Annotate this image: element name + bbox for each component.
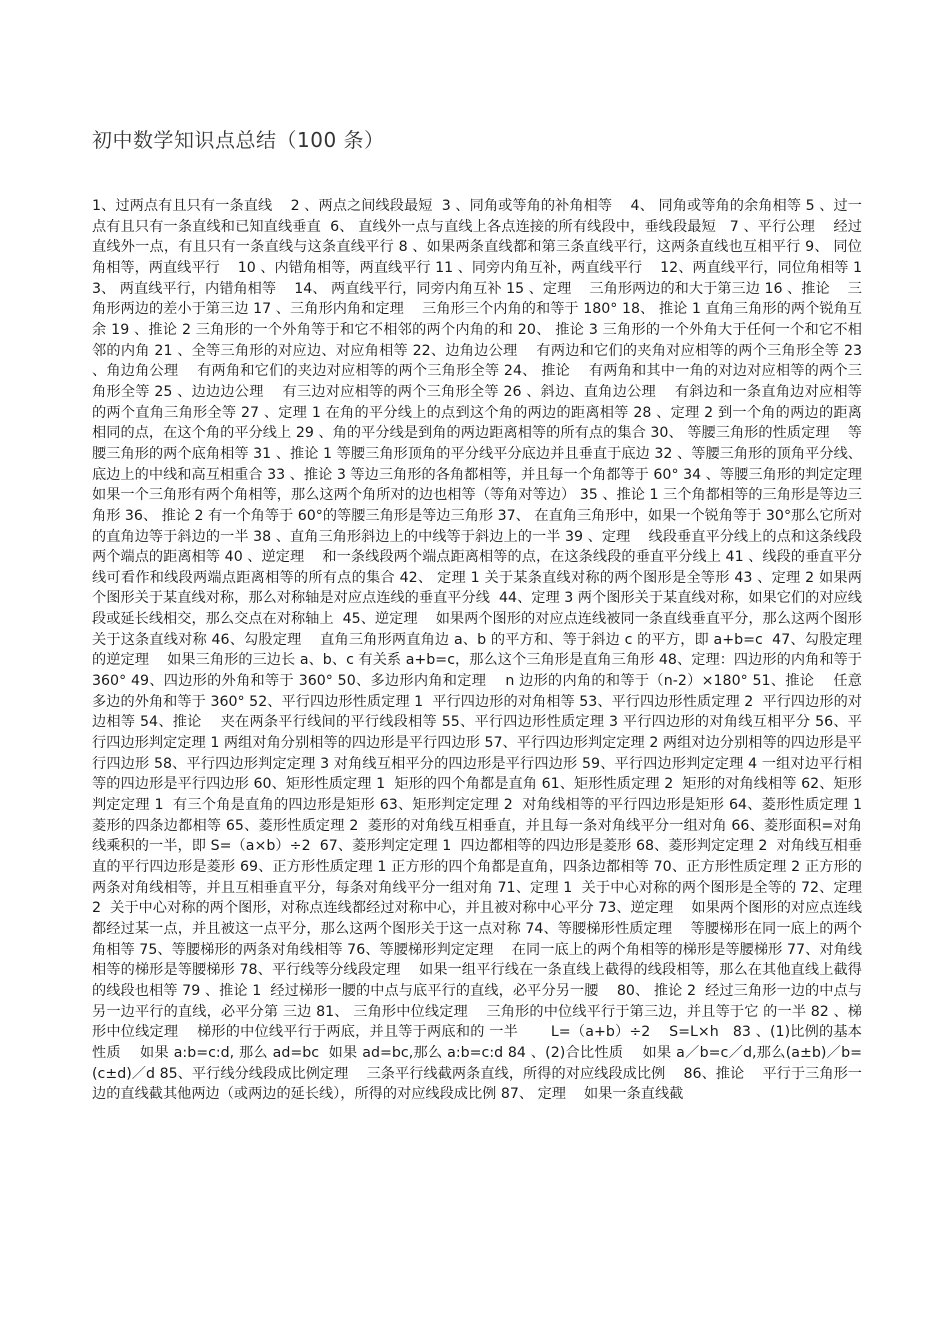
document-body-text: 1、过两点有且只有一条直线 2 、两点之间线段最短 3 、同角或等角的补角相等 4、 同角或等角的余角相等 5 、过一点有且只有一条直线和已知直线垂直 6、 直线外一点与直线上各点连接的所有线段中，垂线段最短 7 、平行公理 经过直线外一点，有且只有一条直线与这条直线平行 8 、如果两条直线都和第三条直线平行，这两条直线也互相平行 9、 同位角相等，两直线平行 10 、内错角相等，两直线平行 11 、同旁内角互补，两直线平行 12、两直线平行，同位角相等 13、 两直线平行，内错角相等 14、 两直线平行，同旁内角互补 15 、定理 三角形两边的和大于第三边 16 、推论 三角形两边的差小于第三边 17 、三角形内角和定理 三角形三个内角的和等于 180° 18、 推论 1 直角三角形的两个锐角互余 19 、推论 2 三角形的一个外角等于和它不相邻的两个内角的和 20、 推论 3 三角形的一个外角大于任何一个和它不相邻的内角 21 、全等三角形的对应边、对应角相等 22、边角边公理 有两边和它们的夹角对应相等的两个三角形全等 23 、角边角公理 有两角和它们的夹边对应相等的两个三角形全等 24、 推论 有两角和其中一角的对边对应相等的两个三角形全等 25 、边边边公理 有三边对应相等的两个三角形全等 26 、斜边、直角边公理 有斜边和一条直角边对应相等的两个直角三角形全等 27 、定理 1 在角的平分线上的点到这个角的两边的距离相等 28 、定理 2 到一个角的两边的距离相同的点，在这个角的平分线上 29 、角的平分线是到角的两边距离相等的所有点的集合 30、 等腰三角形的性质定理 等腰三角形的两个底角相等 31 、推论 1 等腰三角形顶角的平分线平分底边并且垂直于底边 32 、等腰三角形的顶角平分线、底边上的中线和高互相重合 33 、推论 3 等边三角形的各角都相等，并且每一个角都等于 60° 34 、等腰三角形的判定定理 如果一个三角形有两个角相等，那么这两个角所对的边也相等（等角对等边） 35 、推论 1 三个角都相等的三角形是等边三角形 36、 推论 2 有一个角等于 60°的等腰三角形是等边三角形 37、 在直角三角形中，如果一个锐角等于 30°那么它所对的直角边等于斜边的一半 38 、直角三角形斜边上的中线等于斜边上的一半 39 、定理 线段垂直平分线上的点和这条线段两个端点的距离相等 40 、逆定理 和一条线段两个端点距离相等的点，在这条线段的垂直平分线上 41 、线段的垂直平分线可看作和线段两端点距离相等的所有点的集合 42、 定理 1 关于某条直线对称的两个图形是全等形 43 、定理 2 如果两个图形关于某直线对称，那么对称轴是对应点连线的垂直平分线 44、定理 3 两个图形关于某直线对称，如果它们的对应线段或延长线相交，那么交点在对称轴上 45、逆定理 如果两个图形的对应点连线被同一条直线垂直平分，那么这两个图形关于这条直线对称 46、勾股定理 直角三角形两直角边 a、b 的平方和、等于斜边 c 的平方，即 a+b=c 47、勾股定理的逆定理 如果三角形的三边长 a、b、c 有关系 a+b=c，那么这个三角形是直角三角形 48、定理：四边形的内角和等于 360° 49、四边形的外角和等于 360° 50、多边形内角和定理 n 边形的内角的和等于（n-2）×180° 51、推论 任意多边的外角和等于 360° 52、平行四边形性质定理 1 平行四边形的对角相等 53、平行四边形性质定理 2 平行四边形的对边相等 54、推论 夹在两条平行线间的平行线段相等 55、平行四边形性质定理 3 平行四边形的对角线互相平分 56、平行四边形判定定理 1 两组对角分别相等的四边形是平行四边形 57、平行四边形判定定理 2 两组对边分别相等的四边形是平行四边形 58、平行四边形判定定理 3 对角线互相平分的四边形是平行四边形 59、平行四边形判定定理 4 一组对边平行相等的四边形是平行四边形 60、矩形性质定理 1 矩形的四个角都是直角 61、矩形性质定理 2 矩形的对角线相等 62、矩形判定定理 1 有三个角是直角的四边形是矩形 63、矩形判定定理 2 对角线相等的平行四边形是矩形 64、菱形性质定理 1 菱形的四条边都相等 65、菱形性质定理 2 菱形的对角线互相垂直，并且每一条对角线平分一组对角 66、菱形面积=对角线乘积的一半，即 S=（a×b）÷2 67、菱形判定定理 1 四边都相等的四边形是菱形 68、菱形判定定理 2 对角线互相垂直的平行四边形是菱形 69、正方形性质定理 1 正方形的四个角都是直角，四条边都相等 70、正方形性质定理 2 正方形的两条对角线相等，并且互相垂直平分，每条对角线平分一组对角 71、定理 1 关于中心对称的两个图形是全等的 72、定理 2 关于中心对称的两个图形，对称点连线都经过对称中心，并且被对称中心平分 73、逆定理 如果两个图形的对应点连线都经过某一点，并且被这一点平分，那么这两个图形关于这一点对称 74、等腰梯形性质定理 等腰梯形在同一底上的两个角相等 75、等腰梯形的两条对角线相等 76、等腰梯形判定定理 在同一底上的两个角相等的梯形是等腰梯形 77、对角线相等的梯形是等腰梯形 78、平行线等分线段定理 如果一组平行线在一条直线上截得的线段相等，那么在其他直线上截得的线段也相等 79 、推论 1 经过梯形一腰的中点与底平行的直线，必平分另一腰 80、 推论 2 经过三角形一边的中点与另一边平行的直线，必平分第 三边 81、 三角形中位线定理 三角形的中位线平行于第三边，并且等于它 的一半 82 、梯形中位线定理 梯形的中位线平行于两底，并且等于两底和的 一半 L=（a+b）÷2 S=L×h 83 、(1)比例的基本性质 如果 a:b=c:d, 那么 ad=bc 如果 ad=bc,那么 a:b=c:d 84 、(2)合比性质 如果 a／b=c／d,那么(a±b)／b=(c±d)／d 85、平行线分线段成比例定理 三条平行线截两条直线，所得的对应线段成比例 86、推论 平行于三角形一边的直线截其他两边（或两边的延长线），所得的对应线段成比例 87、 定理 如果一条直线截: [92, 198, 881, 1103]
page-title: 初中数学知识点总结（100 条）: [92, 128, 385, 152]
